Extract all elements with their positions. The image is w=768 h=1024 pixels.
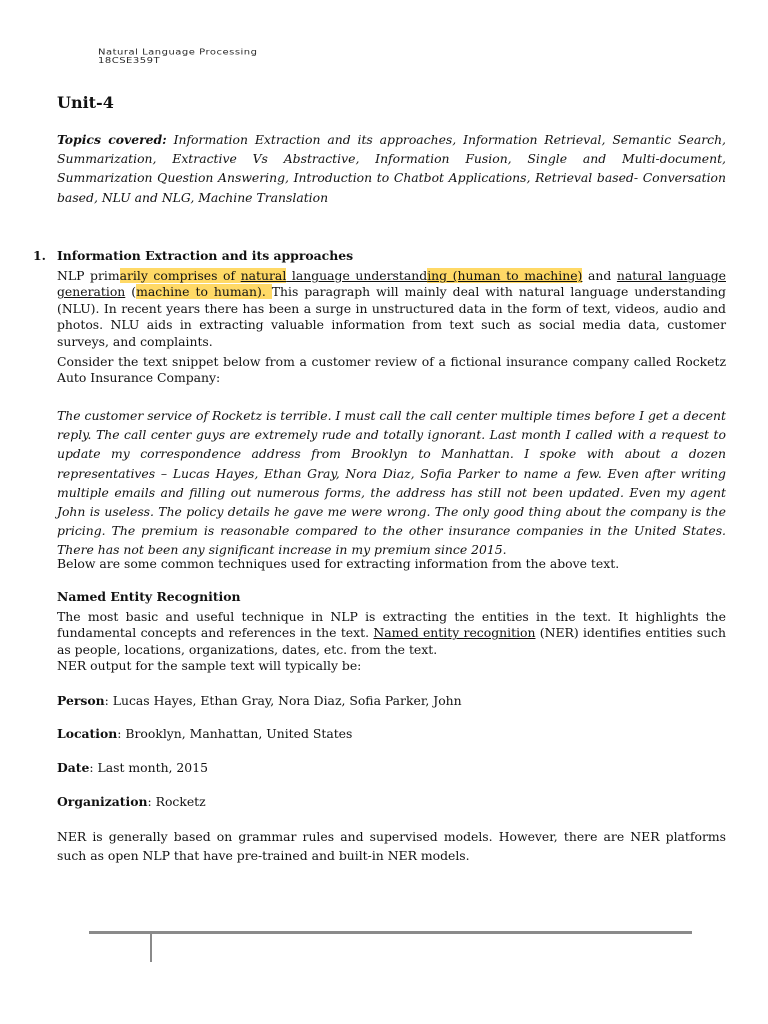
entity-label: Date xyxy=(57,760,90,775)
entity-date xyxy=(57,760,208,775)
unit-title: Unit-4 xyxy=(57,93,114,112)
ner-output-intro: NER output for the sample text will typically be: xyxy=(57,658,362,674)
ner-link[interactable]: Named entity recognition xyxy=(373,625,536,641)
ner-heading: Named Entity Recognition xyxy=(57,589,241,604)
entity-label: Location xyxy=(57,726,118,741)
entity-value: : Brooklyn, Manhattan, United States xyxy=(117,726,353,741)
ner-text: (NER) identifies entities such as people, locations, organizations, dates, etc. from the text. xyxy=(57,625,726,657)
underlined-text: natural language generation xyxy=(57,268,726,300)
entity-value: : Rocketz xyxy=(147,794,206,809)
entity-label: Organization xyxy=(57,794,148,809)
entity-value: : Lucas Hayes, Ethan Gray, Nora Diaz, Sofia Parker, John xyxy=(104,693,462,708)
section-title: Information Extraction and its approaches xyxy=(57,248,354,263)
entity-person xyxy=(57,693,462,708)
footer-tick xyxy=(150,932,152,962)
highlighted-text: machine to human). xyxy=(136,284,272,300)
entity-label: Person xyxy=(57,693,105,708)
review-quote: The customer service of Rocketz is terrible. I must call the call center multiple times before I get a decent reply. The call center guys are extremely rude and totally ignorant. Last month I called with a request to update my correspondence address from Brooklyn to Manhattan. I spoke with about a dozen representatives – Lucas Hayes, Ethan Gray, Nora Diaz, Sofia Parker to name a few. Even after writing multiple emails and filling out numerous forms, the address has still not been updated. Even my agent John is useless. The policy details he gave me were wrong. The only good thing about the company is the pricing. The premium is reasonable compared to the other insurance companies in the United States. There has not been any significant increase in my premium since 2015. xyxy=(57,408,726,558)
entity-organization xyxy=(57,794,206,809)
consider-paragraph: Consider the text snippet below from a customer review of a fictional insurance company called Rocketz Auto Insurance Company: xyxy=(57,354,726,386)
intro-text: This paragraph will mainly deal with natural language understanding (NLU). In recent years there has been a surge in unstructured data in the form of text, videos, audio and photos. NLU aids in extracting valuable information from text such as social media data, customer surveys, and complaints. xyxy=(57,284,726,349)
underlined-text: language understand xyxy=(286,268,428,283)
topics-text: Information Extraction and its approaches, Information Retrieval, Semantic Search, Summarization, Extractive Vs Abstractive, Information Fusion, Single and Multi-document, Summarization Question Answering, Introduction to Chatbot Applications, Retrieval based- Conversation based, NLU and NLG, Machine Translation xyxy=(57,132,726,205)
highlighted-underlined-text: ing (human to machine) xyxy=(427,268,583,283)
highlighted-underlined-text: natural xyxy=(240,268,287,283)
intro-text: and xyxy=(582,268,617,283)
entity-value: : Last month, 2015 xyxy=(89,760,208,775)
course-code: 18CSE359T xyxy=(98,56,161,66)
ner-closing: NER is generally based on grammar rules and supervised models. However, there are NER platforms such as open NLP that have pre-trained and built-in NER models. xyxy=(57,829,726,864)
section-number: 1. xyxy=(33,248,46,263)
ner-text: The most basic and useful technique in NLP is extracting the entities in the text. It highlights the fundamental concepts and references in the text. xyxy=(57,609,726,641)
intro-text: NLP prim xyxy=(57,268,120,283)
topics-paragraph xyxy=(57,130,726,207)
topics-label: Topics covered: xyxy=(57,132,167,147)
intro-paragraph xyxy=(57,268,726,350)
course-name: Natural Language Processing xyxy=(98,48,258,57)
techniques-intro: Below are some common techniques used for extracting information from the above text. xyxy=(57,556,620,571)
document-header xyxy=(98,48,258,66)
footer-rule xyxy=(89,931,692,934)
highlighted-text: arily comprises of xyxy=(119,268,241,283)
entity-location xyxy=(57,726,352,741)
ner-paragraph xyxy=(57,609,726,675)
intro-text: ( xyxy=(125,284,137,300)
